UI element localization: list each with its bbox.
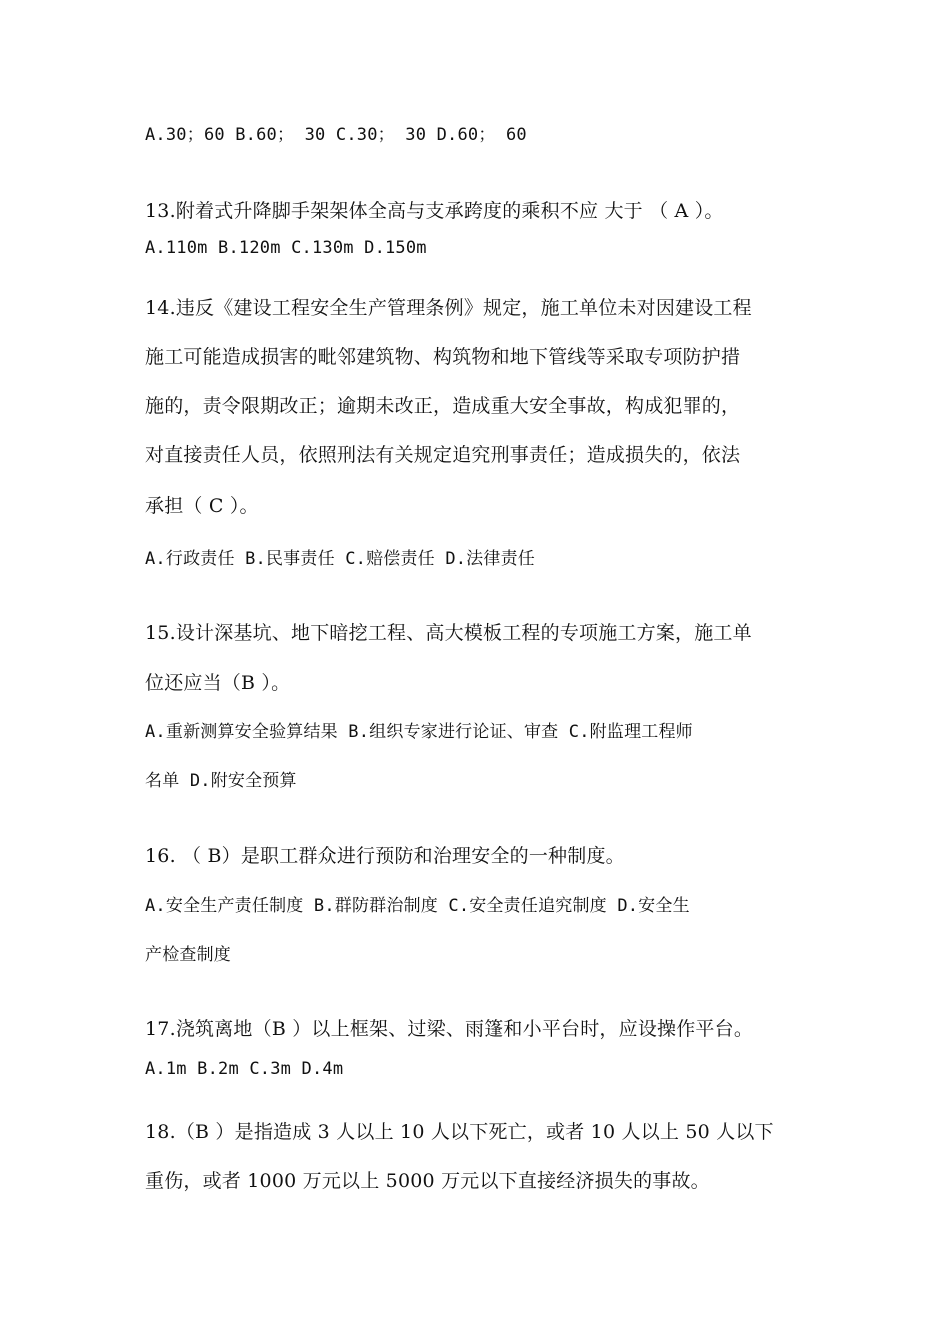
q15-question-line1: 15.设计深基坑、地下暗挖工程、高大模板工程的专项施工方案，施工单 [145, 622, 752, 644]
q13-options: A.110m B.120m C.130m D.150m [145, 238, 427, 258]
q14-question-line5: 承担（ C ）。 [145, 495, 259, 517]
q15-question-line2: 位还应当（B ）。 [145, 672, 291, 694]
q15-options-line1: A.重新测算安全验算结果 B.组织专家进行论证、审查 C.附监理工程师 [145, 722, 693, 742]
q14-question-line2: 施工可能造成损害的毗邻建筑物、构筑物和地下管线等采取专项防护措 [145, 346, 741, 368]
q14-question-line4: 对直接责任人员，依照刑法有关规定追究刑事责任；造成损失的，依法 [145, 444, 741, 466]
q15-options-line2: 名单 D.附安全预算 [145, 771, 297, 791]
q14-options: A.行政责任 B.民事责任 C.赔偿责任 D.法律责任 [145, 549, 535, 569]
q13-question: 13.附着式升降脚手架架体全高与支承跨度的乘积不应 大于 （ A ）。 [145, 200, 724, 222]
q18-question-line1: 18.（B ）是指造成 3 人以上 10 人以下死亡，或者 10 人以上 50 人以下 [145, 1121, 774, 1143]
q16-options-line2: 产检查制度 [145, 945, 231, 965]
q14-question-line1: 14.违反《建设工程安全生产管理条例》规定，施工单位未对因建设工程 [145, 297, 752, 319]
q17-question: 17.浇筑离地（B ）以上框架、过梁、雨篷和小平台时，应设操作平台。 [145, 1018, 754, 1040]
q17-options: A.1m B.2m C.3m D.4m [145, 1059, 344, 1079]
q16-question: 16. （ B）是职工群众进行预防和治理安全的一种制度。 [145, 845, 625, 867]
q12-options: A.30；60 B.60； 30 C.30； 30 D.60； 60 [145, 125, 527, 145]
q18-question-line2: 重伤，或者 1000 万元以上 5000 万元以下直接经济损失的事故。 [145, 1170, 710, 1192]
q14-question-line3: 施的，责令限期改正；逾期未改正，造成重大安全事故，构成犯罪的， [145, 395, 741, 417]
q16-options-line1: A.安全生产责任制度 B.群防群治制度 C.安全责任追究制度 D.安全生 [145, 896, 690, 916]
